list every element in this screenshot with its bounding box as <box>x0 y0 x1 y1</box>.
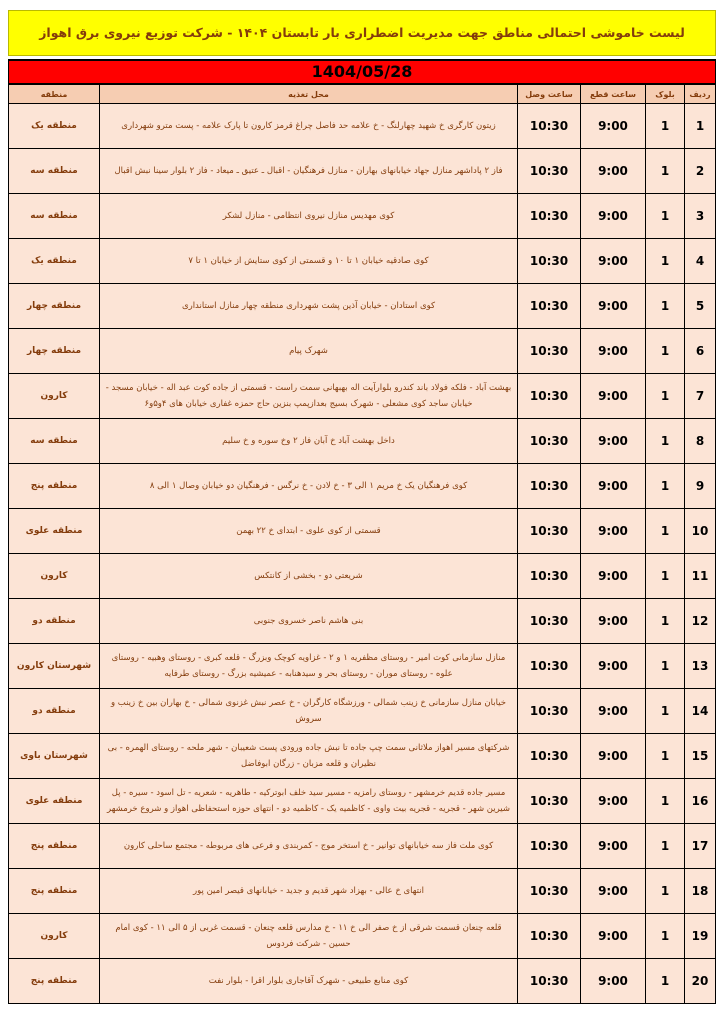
block-number-cell: 1 <box>646 914 685 959</box>
block-number-cell: 1 <box>646 374 685 419</box>
feeding-location-cell: فاز ۲ پاداشهر منازل جهاد خیابانهای بهاران - منازل فرهنگیان - اقبال ـ عتیق ـ میعاد - فاز ۲ بلوار سینا نبش اقبال <box>100 149 518 194</box>
row-number-cell: 9 <box>685 464 716 509</box>
column-header-reconnect-time: ساعت وصل <box>518 85 581 104</box>
block-number-cell: 1 <box>646 959 685 1004</box>
block-number-cell: 1 <box>646 149 685 194</box>
block-number-cell: 1 <box>646 554 685 599</box>
row-number-cell: 11 <box>685 554 716 599</box>
row-number-cell: 8 <box>685 419 716 464</box>
reconnect-time-cell: 10:30 <box>518 644 581 689</box>
cut-time-cell: 9:00 <box>581 419 646 464</box>
cut-time-cell: 9:00 <box>581 959 646 1004</box>
region-cell: منطقه پنج <box>9 464 100 509</box>
table-row <box>9 869 716 914</box>
feeding-location-cell: کوی فرهنگیان یک خ مریم ۱ الی ۳ - خ لادن - خ نرگس - فرهنگیان دو خیابان وصال ۱ الی ۸ <box>100 464 518 509</box>
feeding-location-cell: شریعتی دو - بخشی از کانتکس <box>100 554 518 599</box>
block-number-cell: 1 <box>646 689 685 734</box>
column-header-block: بلوک <box>646 85 685 104</box>
reconnect-time-cell: 10:30 <box>518 374 581 419</box>
feeding-location-cell: کوی استادان - خیابان آذین پشت شهرداری منطقه چهار منازل استانداری <box>100 284 518 329</box>
region-cell: منطقه سه <box>9 149 100 194</box>
feeding-location-cell: بنی هاشم ناصر خسروی جنوبی <box>100 599 518 644</box>
column-header-cut-time: ساعت قطع <box>581 85 646 104</box>
feeding-location-cell: کوی منابع طبیعی - شهرک آقاجاری بلوار اقرا - بلوار نفت <box>100 959 518 1004</box>
reconnect-time-cell: 10:30 <box>518 869 581 914</box>
table-row <box>9 734 716 779</box>
feeding-location-cell: مسیر جاده قدیم خرمشهر - روستای رامزیه - مسیر سید خلف ابوترکیه - طاهریه - شعریه - تل اسود - سیره - پل شیرین شهر - قجریه - قجریه بیت واوی - کاظمیه یک - کاظمیه دو - انتهای حوزه استحفاظی اهواز و شروع خرمشهر <box>100 779 518 824</box>
block-number-cell: 1 <box>646 329 685 374</box>
cut-time-cell: 9:00 <box>581 689 646 734</box>
feeding-location-cell: کوی مهدیس منازل نیروی انتظامی - منازل لشکر <box>100 194 518 239</box>
reconnect-time-cell: 10:30 <box>518 419 581 464</box>
region-cell: منطقه علوی <box>9 509 100 554</box>
cut-time-cell: 9:00 <box>581 284 646 329</box>
region-cell: منطقه پنج <box>9 959 100 1004</box>
table-row <box>9 914 716 959</box>
feeding-location-cell: داخل بهشت آباد خ آبان فاز ۲ وخ سوره و خ سلیم <box>100 419 518 464</box>
reconnect-time-cell: 10:30 <box>518 149 581 194</box>
reconnect-time-cell: 10:30 <box>518 824 581 869</box>
region-cell: کارون <box>9 554 100 599</box>
cut-time-cell: 9:00 <box>581 734 646 779</box>
page-title: لیست خاموشی احتمالی مناطق جهت مدیریت اضطراری بار تابستان ۱۴۰۴ - شرکت توزیع نیروی برق اهواز <box>8 10 716 56</box>
reconnect-time-cell: 10:30 <box>518 779 581 824</box>
region-cell: منطقه سه <box>9 419 100 464</box>
table-row <box>9 284 716 329</box>
row-number-cell: 7 <box>685 374 716 419</box>
date-header: 1404/05/28 <box>8 59 716 84</box>
cut-time-cell: 9:00 <box>581 554 646 599</box>
region-cell: منطقه یک <box>9 239 100 284</box>
reconnect-time-cell: 10:30 <box>518 239 581 284</box>
reconnect-time-cell: 10:30 <box>518 914 581 959</box>
table-row <box>9 464 716 509</box>
table-row <box>9 419 716 464</box>
block-number-cell: 1 <box>646 779 685 824</box>
cut-time-cell: 9:00 <box>581 104 646 149</box>
column-header-location: محل تغذیه <box>100 85 518 104</box>
outage-schedule-table <box>8 84 716 1004</box>
feeding-location-cell: شهرک پیام <box>100 329 518 374</box>
row-number-cell: 20 <box>685 959 716 1004</box>
feeding-location-cell: شرکتهای مسیر اهواز ملاثانی سمت چپ جاده تا نبش جاده ورودی پست شعیبان - شهر ملحه - روستای الهمره - بی نظیران و قلعه مزبان - زرگان ابوفاضل <box>100 734 518 779</box>
region-cell: شهرستان باوی <box>9 734 100 779</box>
block-number-cell: 1 <box>646 509 685 554</box>
column-header-region: منطقه <box>9 85 100 104</box>
block-number-cell: 1 <box>646 464 685 509</box>
reconnect-time-cell: 10:30 <box>518 734 581 779</box>
feeding-location-cell: انتهای خ عالی - بهزاد شهر قدیم و جدید - خیابانهای قیصر امین پور <box>100 869 518 914</box>
block-number-cell: 1 <box>646 644 685 689</box>
row-number-cell: 14 <box>685 689 716 734</box>
block-number-cell: 1 <box>646 284 685 329</box>
block-number-cell: 1 <box>646 419 685 464</box>
cut-time-cell: 9:00 <box>581 464 646 509</box>
table-row <box>9 509 716 554</box>
block-number-cell: 1 <box>646 239 685 284</box>
reconnect-time-cell: 10:30 <box>518 689 581 734</box>
row-number-cell: 2 <box>685 149 716 194</box>
feeding-location-cell: خیابان منازل سازمانی خ زینب شمالی - ورزشگاه کارگران - خ عصر نبش غزنوی شمالی - خ بهاران بین خ زینب و سروش <box>100 689 518 734</box>
cut-time-cell: 9:00 <box>581 824 646 869</box>
cut-time-cell: 9:00 <box>581 194 646 239</box>
region-cell: منطقه پنج <box>9 869 100 914</box>
table-row <box>9 779 716 824</box>
region-cell: منطقه دو <box>9 689 100 734</box>
region-cell: منطقه چهار <box>9 284 100 329</box>
feeding-location-cell: قسمتی از کوی علوی - ابتدای خ ۲۲ بهمن <box>100 509 518 554</box>
row-number-cell: 18 <box>685 869 716 914</box>
row-number-cell: 1 <box>685 104 716 149</box>
table-row <box>9 374 716 419</box>
reconnect-time-cell: 10:30 <box>518 104 581 149</box>
cut-time-cell: 9:00 <box>581 149 646 194</box>
block-number-cell: 1 <box>646 104 685 149</box>
table-row <box>9 554 716 599</box>
feeding-location-cell: کوی ملت فاز سه خیابانهای توانیر - خ استخر موج - کمربندی و فرعی های مربوطه - مجتمع ساحلی کارون <box>100 824 518 869</box>
table-row <box>9 239 716 284</box>
row-number-cell: 5 <box>685 284 716 329</box>
feeding-location-cell: کوی صادقیه خیابان ۱ تا ۱۰ و قسمتی از کوی ستایش از خیابان ۱ تا ۷ <box>100 239 518 284</box>
row-number-cell: 10 <box>685 509 716 554</box>
block-number-cell: 1 <box>646 824 685 869</box>
row-number-cell: 12 <box>685 599 716 644</box>
block-number-cell: 1 <box>646 599 685 644</box>
table-row <box>9 959 716 1004</box>
row-number-cell: 15 <box>685 734 716 779</box>
region-cell: منطقه علوی <box>9 779 100 824</box>
block-number-cell: 1 <box>646 194 685 239</box>
region-cell: کارون <box>9 374 100 419</box>
table-header <box>9 85 716 104</box>
region-cell: کارون <box>9 914 100 959</box>
cut-time-cell: 9:00 <box>581 644 646 689</box>
reconnect-time-cell: 10:30 <box>518 329 581 374</box>
reconnect-time-cell: 10:30 <box>518 284 581 329</box>
row-number-cell: 6 <box>685 329 716 374</box>
feeding-location-cell: قلعه چنعان قسمت شرقی از خ صفر الی خ ۱۱ - خ مدارس قلعه چنعان - قسمت غربی از ۵ الی ۱۱ - کوی امام حسین - شرکت فردوس <box>100 914 518 959</box>
cut-time-cell: 9:00 <box>581 239 646 284</box>
row-number-cell: 17 <box>685 824 716 869</box>
reconnect-time-cell: 10:30 <box>518 599 581 644</box>
feeding-location-cell: منازل سازمانی کوت امیر - روستای مظفریه ۱ و ۲ - غزاویه کوچک وبزرگ - قلعه کبری - روستای وهبیه - روستای علوه - روستای موران - روستای بحر و سیدهنابه - عمیشیه بزرگ - روستای طرفایه <box>100 644 518 689</box>
region-cell: منطقه سه <box>9 194 100 239</box>
row-number-cell: 16 <box>685 779 716 824</box>
cut-time-cell: 9:00 <box>581 329 646 374</box>
cut-time-cell: 9:00 <box>581 779 646 824</box>
cut-time-cell: 9:00 <box>581 869 646 914</box>
reconnect-time-cell: 10:30 <box>518 959 581 1004</box>
table-body <box>9 104 716 1004</box>
region-cell: منطقه چهار <box>9 329 100 374</box>
table-row <box>9 149 716 194</box>
reconnect-time-cell: 10:30 <box>518 554 581 599</box>
region-cell: منطقه دو <box>9 599 100 644</box>
block-number-cell: 1 <box>646 869 685 914</box>
block-number-cell: 1 <box>646 734 685 779</box>
row-number-cell: 3 <box>685 194 716 239</box>
reconnect-time-cell: 10:30 <box>518 509 581 554</box>
cut-time-cell: 9:00 <box>581 509 646 554</box>
table-row <box>9 194 716 239</box>
feeding-location-cell: زیتون کارگری خ شهید چهارلنگ - خ علامه حد فاصل چراغ قرمز کارون تا پارک علامه - پست مترو شهرداری <box>100 104 518 149</box>
row-number-cell: 19 <box>685 914 716 959</box>
reconnect-time-cell: 10:30 <box>518 194 581 239</box>
table-row <box>9 644 716 689</box>
cut-time-cell: 9:00 <box>581 599 646 644</box>
region-cell: منطقه یک <box>9 104 100 149</box>
table-row <box>9 104 716 149</box>
cut-time-cell: 9:00 <box>581 914 646 959</box>
column-header-row-number: ردیف <box>685 85 716 104</box>
table-row <box>9 599 716 644</box>
reconnect-time-cell: 10:30 <box>518 464 581 509</box>
cut-time-cell: 9:00 <box>581 374 646 419</box>
row-number-cell: 13 <box>685 644 716 689</box>
table-row <box>9 689 716 734</box>
table-header-row <box>9 85 716 104</box>
table-row <box>9 329 716 374</box>
table-row <box>9 824 716 869</box>
region-cell: منطقه پنج <box>9 824 100 869</box>
row-number-cell: 4 <box>685 239 716 284</box>
feeding-location-cell: بهشت آباد - فلکه فولاد باند کندرو بلوارآیت اله بهبهانی سمت راست - قسمتی از جاده کوت عبد اله - خیابان مسجد - خیابان ساجد کوی مشعلی - شهرک بسیج بعدازپمپ بنزین حاج حمزه غفاری خیابان های ۴و۵و۶ <box>100 374 518 419</box>
region-cell: شهرستان کارون <box>9 644 100 689</box>
